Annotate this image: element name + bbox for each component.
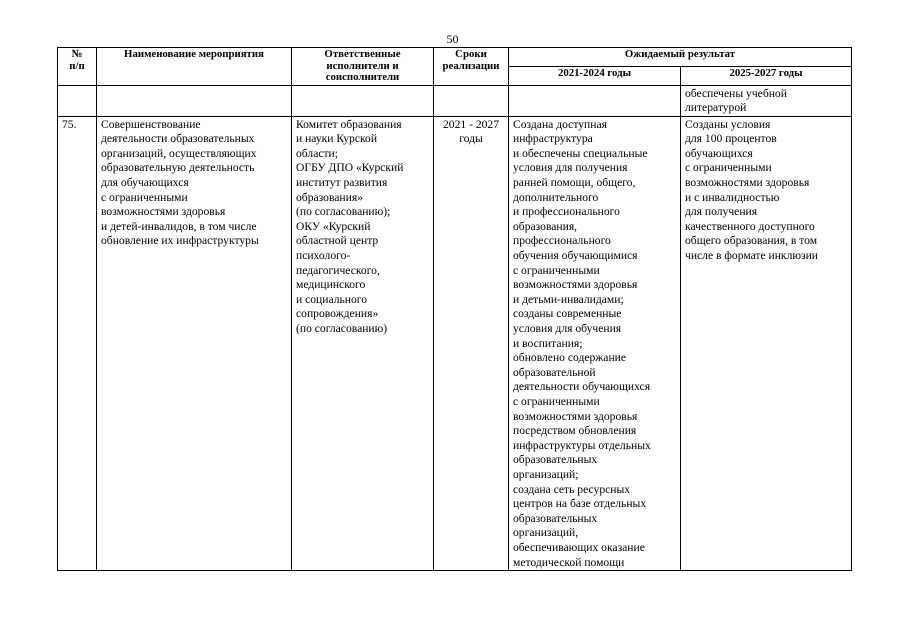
text-line: организаций,	[513, 526, 579, 540]
text-line: образования,	[513, 219, 578, 233]
cell-responsible	[292, 116, 434, 570]
text-line: и детьми-инвалидами;	[513, 292, 624, 306]
text-line: образовательную деятельность	[101, 161, 255, 175]
text-line: инфраструктура	[513, 132, 593, 146]
text-line: психолого-	[296, 249, 351, 263]
text-line: общего образования, в том	[685, 234, 818, 248]
text-line: инфраструктуры отдельных	[513, 438, 651, 452]
text-line: для 100 процентов	[685, 132, 777, 146]
text-line: возможностями здоровья	[513, 278, 638, 292]
cell-empty	[292, 85, 434, 116]
events-table	[57, 47, 852, 571]
cell-result-2025-2027	[681, 116, 852, 570]
text-line: педагогического,	[296, 263, 380, 277]
text-line: с ограниченными	[685, 161, 772, 175]
text-line: для обучающихся	[101, 176, 189, 190]
text-line: медицинского	[296, 278, 366, 292]
cell-row-number: 75.	[58, 116, 97, 570]
text-line: посредством обновления	[513, 424, 637, 438]
header-terms-line: Сроки	[455, 48, 487, 60]
cell-empty	[509, 85, 681, 116]
text-line: годы	[459, 132, 483, 146]
cell-empty	[97, 85, 292, 116]
cell-result-2021-2024	[509, 116, 681, 570]
text-line: (по согласованию);	[296, 205, 391, 219]
text-line: 2021 - 2027	[442, 117, 500, 131]
text-line: обеспечены учебной	[685, 86, 787, 100]
header-period-2021-2024: 2021-2024 годы	[509, 66, 681, 85]
cell-empty	[58, 85, 97, 116]
text-line: образовательных	[513, 453, 598, 467]
text-line: числе в формате инклюзии	[685, 249, 819, 263]
text-line: с ограниченными	[513, 263, 600, 277]
header-expected-result: Ожидаемый результат	[509, 48, 852, 67]
text-line: образования»	[296, 190, 363, 204]
text-line: обучения обучающимися	[513, 249, 638, 263]
text-line: созданы современные	[513, 307, 622, 321]
table-row-75	[58, 116, 852, 570]
cell-empty	[434, 85, 509, 116]
header-num	[58, 48, 97, 86]
text-line: и науки Курской	[296, 132, 378, 146]
text-line: обучающихся	[685, 146, 753, 160]
cell-event-name	[97, 116, 292, 570]
text-line: деятельности обучающихся	[513, 380, 651, 394]
text-line: сопровождения»	[296, 307, 379, 321]
header-terms-line: реализации	[442, 59, 500, 72]
header-responsible	[292, 48, 434, 86]
text-line: обновлено содержание	[513, 351, 627, 365]
text-line: с ограниченными	[513, 394, 600, 408]
text-line: с ограниченными	[101, 190, 188, 204]
text-line: (по согласованию)	[296, 322, 388, 335]
header-responsible-line: исполнители и	[326, 59, 399, 72]
text-line: Совершенствование	[101, 117, 201, 131]
text-line: образовательной	[513, 365, 596, 379]
text-line: ОГБУ ДПО «Курский	[296, 161, 404, 175]
text-line: качественного доступного	[685, 219, 815, 233]
text-line: условия для получения	[513, 161, 628, 175]
header-num-line: п/п	[69, 59, 85, 72]
text-line: организаций, осуществляющих	[101, 146, 257, 160]
text-line: области;	[296, 146, 338, 160]
text-line: для получения	[685, 205, 758, 219]
text-line: и профессионального	[513, 205, 620, 219]
text-line: профессионального	[513, 234, 611, 248]
text-line: литературой	[685, 101, 747, 115]
text-line: областной центр	[296, 234, 379, 248]
text-line: организаций;	[513, 467, 579, 481]
page-number: 50	[446, 32, 459, 46]
text-line: и с инвалидностью	[685, 190, 780, 204]
text-line: Созданы условия	[685, 117, 771, 131]
text-line: институт развития	[296, 176, 388, 190]
cell-terms	[434, 116, 509, 570]
text-line: образовательных	[513, 511, 598, 525]
text-line: возможностями здоровья	[101, 205, 226, 219]
header-responsible-line: Ответственные	[324, 48, 401, 60]
cell-result-2025-continued	[681, 85, 852, 116]
text-line: и воспитания;	[513, 336, 583, 350]
text-line: Комитет образования	[296, 117, 402, 131]
text-line: ОКУ «Курский	[296, 219, 371, 233]
text-line: методической помощи	[513, 555, 625, 569]
text-line: обеспечивающих оказание	[513, 540, 645, 554]
text-line: создана сеть ресурсных	[513, 482, 631, 496]
text-line: центров на базе отдельных	[513, 497, 647, 511]
text-line: условия для обучения	[513, 322, 622, 335]
text-line: и детей-инвалидов, в том числе	[101, 219, 257, 233]
header-name	[97, 48, 292, 86]
text-line: и обеспечены специальные	[513, 146, 648, 160]
text-line: деятельности образовательных	[101, 132, 255, 146]
header-terms	[434, 48, 509, 86]
header-name-line: Наименование мероприятия	[124, 48, 264, 60]
table-header	[58, 48, 852, 86]
text-line: возможностями здоровья	[685, 176, 810, 190]
text-line: обновление их инфраструктуры	[101, 234, 259, 248]
header-responsible-line: соисполнители	[325, 71, 400, 83]
text-line: возможностями здоровья	[513, 409, 638, 423]
text-line: ранней помощи, общего,	[513, 176, 636, 190]
text-line: и социального	[296, 292, 368, 306]
table-row-continuation	[58, 85, 852, 116]
text-line: дополнительного	[513, 190, 599, 204]
header-period-2025-2027: 2025-2027 годы	[681, 66, 852, 85]
header-num-line: №	[71, 48, 83, 60]
text-line: Создана доступная	[513, 117, 607, 131]
